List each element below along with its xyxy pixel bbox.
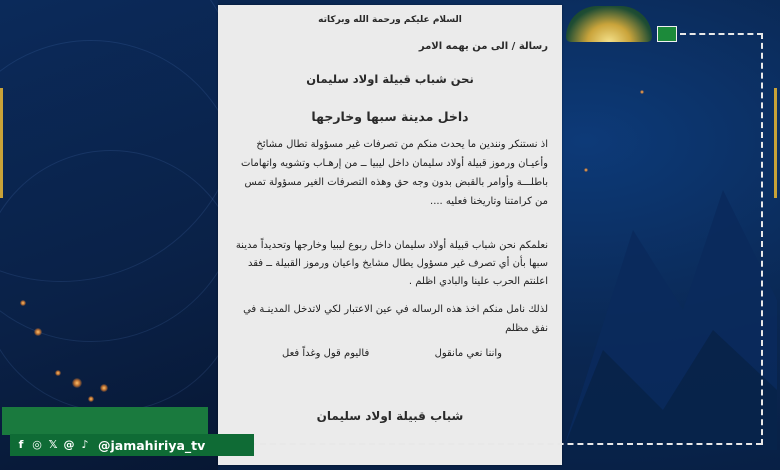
sparkle: [55, 370, 61, 376]
social-handle[interactable]: @jamahiriya_tv: [98, 437, 206, 453]
channel-logo-icon: [566, 6, 652, 42]
letter-paragraph-3: لذلك نامل منكم اخذ هذه الرساله في عين الاعتبار لكي لاتدخل المدينـة في نفق مظلم: [243, 304, 548, 334]
sparkle: [100, 384, 108, 392]
x-icon[interactable]: 𝕏: [48, 438, 58, 451]
frame-dashed-top: [680, 33, 763, 35]
social-panel-background: [2, 407, 208, 435]
background-left-panel: [0, 0, 218, 470]
sparkle: [88, 396, 94, 402]
closing-left: فاليوم قول وغداً فعل: [282, 348, 370, 359]
facebook-icon[interactable]: f: [18, 438, 24, 451]
letter-address: رسالة / الى من يهمه الامر: [418, 41, 548, 52]
sparkle: [34, 328, 42, 336]
flag-icon: [657, 26, 677, 42]
frame-dashed-right: [761, 33, 763, 445]
tiktok-icon[interactable]: ♪: [81, 438, 89, 451]
letter-heading-primary: نحن شباب قبيلة اولاد سليمان: [306, 72, 474, 86]
letter-document: [218, 5, 562, 465]
social-bar: [10, 434, 254, 456]
letter-closing: [282, 348, 502, 359]
frame-dashed-bottom: [250, 443, 762, 445]
letter-paragraph-2: نعلمكم نحن شباب قبيلة أولاد سليمان داخل ربوع ليبيا وخارجها وتحديداً مدينة سبها بأن أي تصرف غير مسؤول يطال مشايخ واعيان ورموز القبيلة ــ فقد اعلنتم الحرب علينا والبادي اظلم .: [235, 240, 548, 287]
sparkle: [640, 90, 644, 94]
letter-greeting: السلام عليكم ورحمة الله وبركاته: [318, 15, 462, 25]
letter-heading-secondary: داخل مدينة سبها وخارجها: [311, 109, 469, 124]
sparkle: [72, 378, 82, 388]
letter-signature: شباب قبيلة اولاد سليمان: [316, 409, 464, 423]
gold-accent-left: [0, 88, 3, 198]
sparkle: [20, 300, 26, 306]
closing-right: واننا نعي مانقول: [434, 348, 502, 359]
letter-paragraph-1: اذ نستنكر ونندين ما يحدث منكم من تصرفات غير مسؤولة تطال مشائخ وأعيـان ورموز قبيلة أولاد سليمان داخل ليبيا ــ من إرهـاب وتشويه واتهامات باطلـــة وأوامر بالقبض بدون وجه حق وهذه التصرفات الغير مسؤولة تمس من كرامتنا وتاريخنا فعليه ....: [241, 139, 548, 207]
instagram-icon[interactable]: ◎: [32, 438, 42, 451]
mountain-silhouette: [563, 150, 777, 450]
threads-icon[interactable]: @: [63, 438, 75, 451]
